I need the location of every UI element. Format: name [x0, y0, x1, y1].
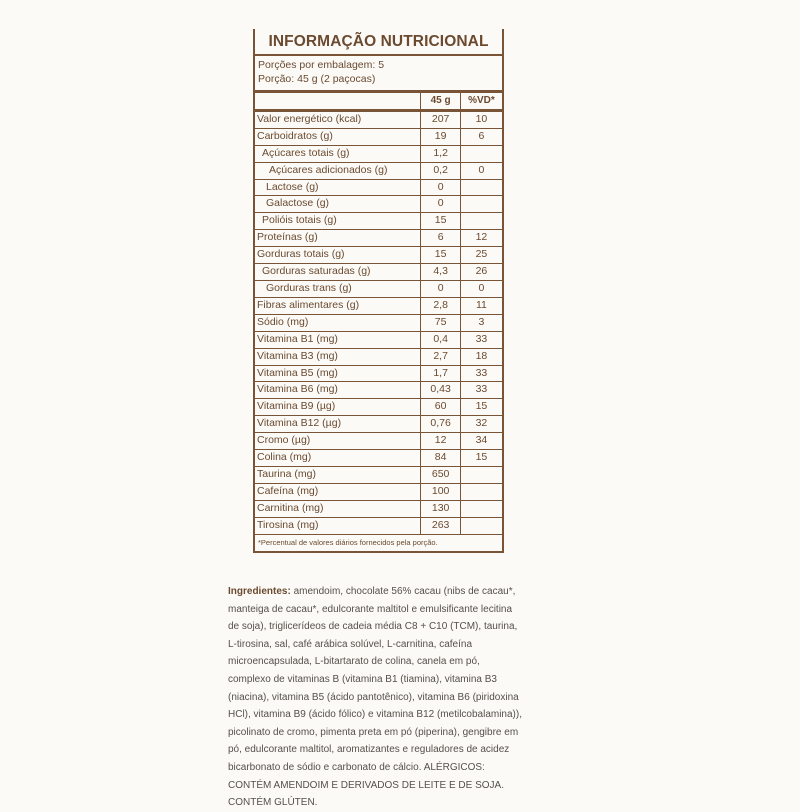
nutrient-amount: 263	[421, 517, 460, 534]
nutrient-amount: 1,7	[421, 365, 460, 382]
nutrient-name: Açúcares totais (g)	[255, 145, 421, 162]
nutrient-amount: 4,3	[421, 264, 460, 281]
nutrition-rows	[255, 110, 502, 534]
nutrition-table	[255, 93, 502, 535]
nutrient-amount: 60	[421, 399, 460, 416]
nutrient-name: Vitamina B1 (mg)	[255, 331, 421, 348]
nutrient-name: Valor energético (kcal)	[255, 110, 421, 128]
nutrition-row	[255, 365, 502, 382]
nutrient-daily-value: 15	[460, 399, 502, 416]
servings-per-package: Porções por embalagem: 5	[258, 59, 385, 71]
nutrition-row	[255, 450, 502, 467]
nutrient-name: Cafeína (mg)	[255, 483, 421, 500]
nutrient-daily-value: 12	[460, 230, 502, 247]
nutrition-footnote: *Percentual de valores diários fornecidos pela porção.	[258, 537, 438, 547]
header-daily-value: %VD*	[460, 93, 502, 110]
nutrient-name: Taurina (mg)	[255, 466, 421, 483]
nutrition-row	[255, 280, 502, 297]
nutrient-amount: 15	[421, 213, 460, 230]
nutrient-name: Gorduras totais (g)	[255, 247, 421, 264]
nutrition-row	[255, 145, 502, 162]
nutrient-daily-value: 34	[460, 433, 502, 450]
nutrient-amount: 1,2	[421, 145, 460, 162]
nutrient-name: Polióis totais (g)	[255, 213, 421, 230]
nutrient-name: Lactose (g)	[255, 179, 421, 196]
nutrient-amount: 6	[421, 230, 460, 247]
nutrition-row	[255, 416, 502, 433]
nutrient-daily-value: 10	[460, 110, 502, 128]
nutrient-daily-value	[460, 517, 502, 534]
nutrient-daily-value	[460, 466, 502, 483]
nutrition-row	[255, 179, 502, 196]
nutrition-row	[255, 230, 502, 247]
ingredients-block	[228, 583, 524, 812]
nutrition-row	[255, 314, 502, 331]
nutrition-row	[255, 517, 502, 534]
ingredients-heading: Ingredientes:	[228, 586, 291, 597]
nutrient-name: Cromo (µg)	[255, 433, 421, 450]
nutrient-daily-value: 0	[460, 162, 502, 179]
nutrition-row	[255, 264, 502, 281]
nutrient-amount: 207	[421, 110, 460, 128]
nutrient-name: Carnitina (mg)	[255, 500, 421, 517]
nutrient-daily-value: 6	[460, 128, 502, 145]
nutrition-row	[255, 110, 502, 128]
nutrient-amount: 75	[421, 314, 460, 331]
nutrient-amount: 650	[421, 466, 460, 483]
nutrient-amount: 12	[421, 433, 460, 450]
nutrition-row	[255, 382, 502, 399]
nutrition-row	[255, 213, 502, 230]
nutrition-facts-panel	[253, 29, 504, 553]
nutrient-name: Carboidratos (g)	[255, 128, 421, 145]
nutrient-amount: 0,4	[421, 331, 460, 348]
nutrient-daily-value: 32	[460, 416, 502, 433]
nutrient-daily-value: 3	[460, 314, 502, 331]
nutrition-title: INFORMAÇÃO NUTRICIONAL	[255, 29, 502, 56]
nutrient-daily-value: 15	[460, 450, 502, 467]
nutrient-name: Vitamina B9 (µg)	[255, 399, 421, 416]
nutrient-daily-value: 33	[460, 331, 502, 348]
nutrient-name: Vitamina B12 (µg)	[255, 416, 421, 433]
nutrient-daily-value	[460, 483, 502, 500]
nutrient-name: Vitamina B6 (mg)	[255, 382, 421, 399]
nutrition-row	[255, 247, 502, 264]
nutrient-daily-value	[460, 213, 502, 230]
nutrient-name: Gorduras trans (g)	[255, 280, 421, 297]
nutrient-daily-value: 33	[460, 365, 502, 382]
nutrient-name: Sódio (mg)	[255, 314, 421, 331]
nutrient-daily-value	[460, 196, 502, 213]
nutrient-name: Galactose (g)	[255, 196, 421, 213]
nutrient-daily-value	[460, 500, 502, 517]
nutrient-daily-value: 11	[460, 297, 502, 314]
nutrition-row	[255, 128, 502, 145]
nutrient-amount: 19	[421, 128, 460, 145]
nutrient-name: Tirosina (mg)	[255, 517, 421, 534]
nutrient-daily-value	[460, 179, 502, 196]
nutrient-amount: 2,8	[421, 297, 460, 314]
nutrient-daily-value	[460, 145, 502, 162]
nutrient-name: Proteínas (g)	[255, 230, 421, 247]
nutrition-header-row	[255, 93, 502, 110]
nutrient-name: Açúcares adicionados (g)	[255, 162, 421, 179]
header-amount: 45 g	[421, 93, 460, 110]
nutrient-name: Vitamina B5 (mg)	[255, 365, 421, 382]
nutrition-row	[255, 483, 502, 500]
nutrient-amount: 15	[421, 247, 460, 264]
nutrient-amount: 0,76	[421, 416, 460, 433]
nutrient-amount: 0	[421, 179, 460, 196]
nutrient-amount: 84	[421, 450, 460, 467]
nutrient-amount: 0,2	[421, 162, 460, 179]
nutrient-amount: 130	[421, 500, 460, 517]
serving-size: Porção: 45 g (2 paçocas)	[258, 72, 376, 85]
nutrition-row	[255, 331, 502, 348]
nutrition-row	[255, 399, 502, 416]
nutrient-amount: 100	[421, 483, 460, 500]
nutrient-amount: 0	[421, 280, 460, 297]
nutrition-row	[255, 348, 502, 365]
nutrient-name: Colina (mg)	[255, 450, 421, 467]
nutrition-row	[255, 297, 502, 314]
nutrient-daily-value: 0	[460, 280, 502, 297]
nutrient-name: Vitamina B3 (mg)	[255, 348, 421, 365]
header-nutrient	[255, 93, 421, 110]
nutrition-row	[255, 162, 502, 179]
nutrition-row	[255, 466, 502, 483]
nutrition-row	[255, 500, 502, 517]
nutrient-name: Gorduras saturadas (g)	[255, 264, 421, 281]
nutrient-daily-value: 25	[460, 247, 502, 264]
nutrition-row	[255, 433, 502, 450]
nutrient-amount: 0,43	[421, 382, 460, 399]
nutrient-amount: 2,7	[421, 348, 460, 365]
serving-info	[255, 56, 502, 93]
nutrient-daily-value: 18	[460, 348, 502, 365]
nutrient-daily-value: 33	[460, 382, 502, 399]
ingredients-text: amendoim, chocolate 56% cacau (nibs de cacau*, manteiga de cacau*, edulcorante maltitol e emulsificante lecitina de soja), triglicerídeos de cadeia média C8 + C10 (TCM), taurina, L-tirosina, sal, café arábica solúvel, L-carnitina, cafeína microencapsulada, L-bitartarato de colina, canela em pó, complexo de vitaminas B (vitamina B1 (tiamina), vitamina B3 (niacina), vitamina B5 (ácido pantotênico), vitamina B6 (piridoxina HCl), vitamina B9 (ácido fólico) e vitamina B12 (metilcobalamina)), picolinato de cromo, pimenta preta em pó (piperina), gengibre em pó, edulcorante maltitol, aromatizantes e reguladores de acidez bicarbonato de sódio e carbonato de cálcio. ALÉRGICOS: CONTÉM AMENDOIM E DERIVADOS DE LEITE E DE SOJA. CONTÉM GLÚTEN.	[228, 586, 522, 809]
nutrient-amount: 0	[421, 196, 460, 213]
nutrient-daily-value: 26	[460, 264, 502, 281]
nutrition-row	[255, 196, 502, 213]
nutrient-name: Fibras alimentares (g)	[255, 297, 421, 314]
